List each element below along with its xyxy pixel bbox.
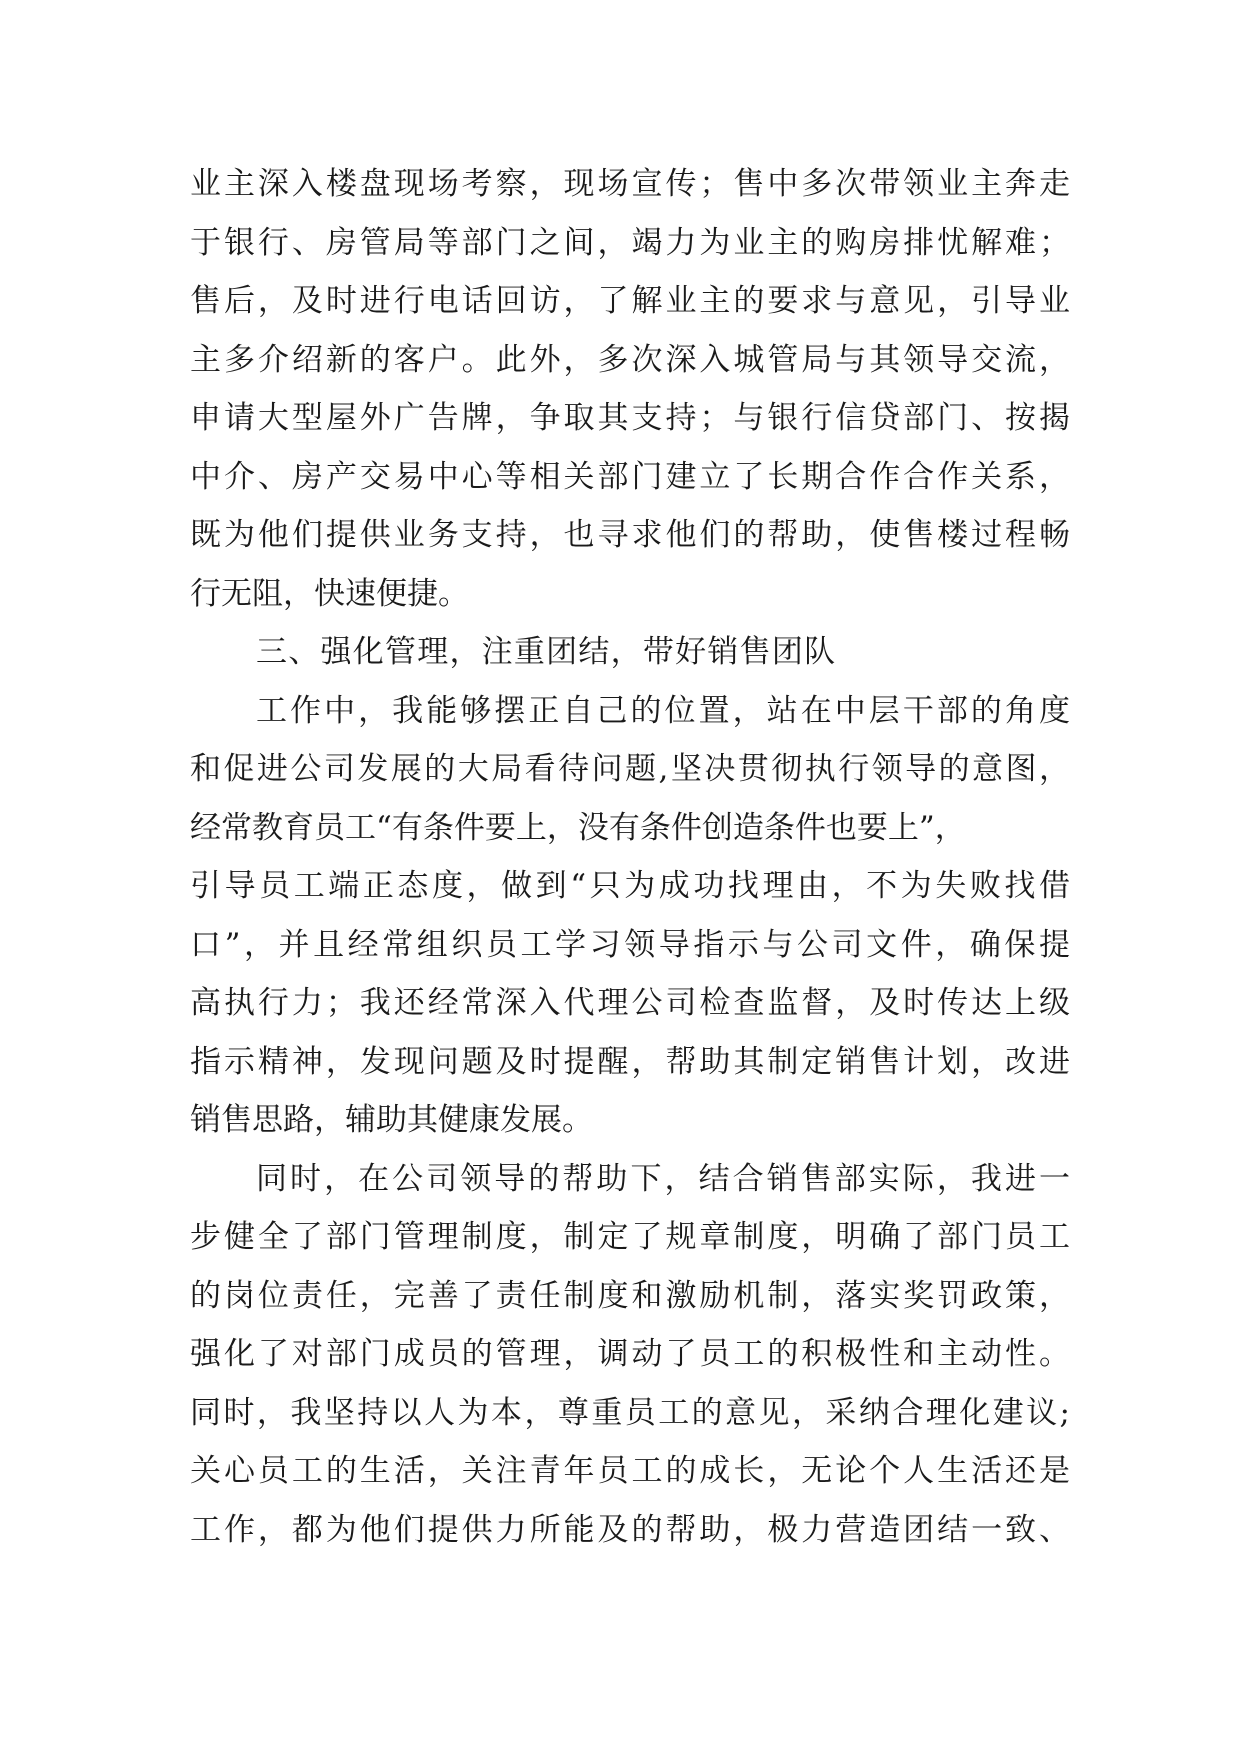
paragraph-first-line: 同时，在公司领导的帮助下，结合销售部实际，我进一 [256, 1160, 1070, 1197]
text-line: 既为他们提供业务支持，也寻求他们的帮助，使售楼过程畅 [190, 517, 1070, 553]
paragraph-first-line: 工作中，我能够摆正自己的位置，站在中层干部的角度 [256, 692, 1070, 729]
text-line: 售后，及时进行电话回访，了解业主的要求与意见，引导业 [190, 283, 1070, 319]
section-heading: 三、强化管理，注重团结，带好销售团队 [256, 634, 837, 670]
text-line: 关心员工的生活，关注青年员工的成长，无论个人生活还是 [190, 1453, 1070, 1489]
text-line: 强化了对部门成员的管理，调动了员工的积极性和主动性。 [190, 1336, 1070, 1372]
text-line: 业主深入楼盘现场考察，现场宣传；售中多次带领业主奔走 [190, 166, 1070, 202]
text-line: 步健全了部门管理制度，制定了规章制度，明确了部门员工 [190, 1219, 1070, 1255]
text-line: 行无阻，快速便捷。 [190, 575, 469, 612]
text-line: 主多介绍新的客户。此外，多次深入城管局与其领导交流， [190, 341, 1070, 378]
text-line: 指示精神，发现问题及时提醒，帮助其制定销售计划，改进 [190, 1043, 1070, 1080]
text-line: 中介、房产交易中心等相关部门建立了长期合作合作关系， [190, 458, 1070, 495]
text-line: 销售思路，辅助其健康发展。 [190, 1102, 593, 1138]
text-line: 口”，并且经常组织员工学习领导指示与公司文件，确保提 [190, 926, 1070, 963]
text-line: 的岗位责任，完善了责任制度和激励机制，落实奖罚政策， [190, 1277, 1070, 1314]
text-line: 经常教育员工“有条件要上，没有条件创造条件也要上”， [190, 809, 966, 846]
text-line: 高执行力；我还经常深入代理公司检查监督，及时传达上级 [190, 985, 1070, 1021]
text-line: 同时，我坚持以人为本，尊重员工的意见，采纳合理化建议; [190, 1394, 1070, 1431]
text-line: 和促进公司发展的大局看待问题,坚决贯彻执行领导的意图， [190, 751, 1070, 787]
body-text [190, 155, 1070, 1559]
text-line: 申请大型屋外广告牌，争取其支持；与银行信贷部门、按揭 [190, 400, 1070, 436]
text-line: 于银行、房管局等部门之间，竭力为业主的购房排忧解难； [190, 224, 1070, 261]
text-line: 工作，都为他们提供力所能及的帮助，极力营造团结一致、 [190, 1511, 1070, 1548]
text-line: 引导员工端正态度，做到“只为成功找理由，不为失败找借 [190, 868, 1070, 904]
